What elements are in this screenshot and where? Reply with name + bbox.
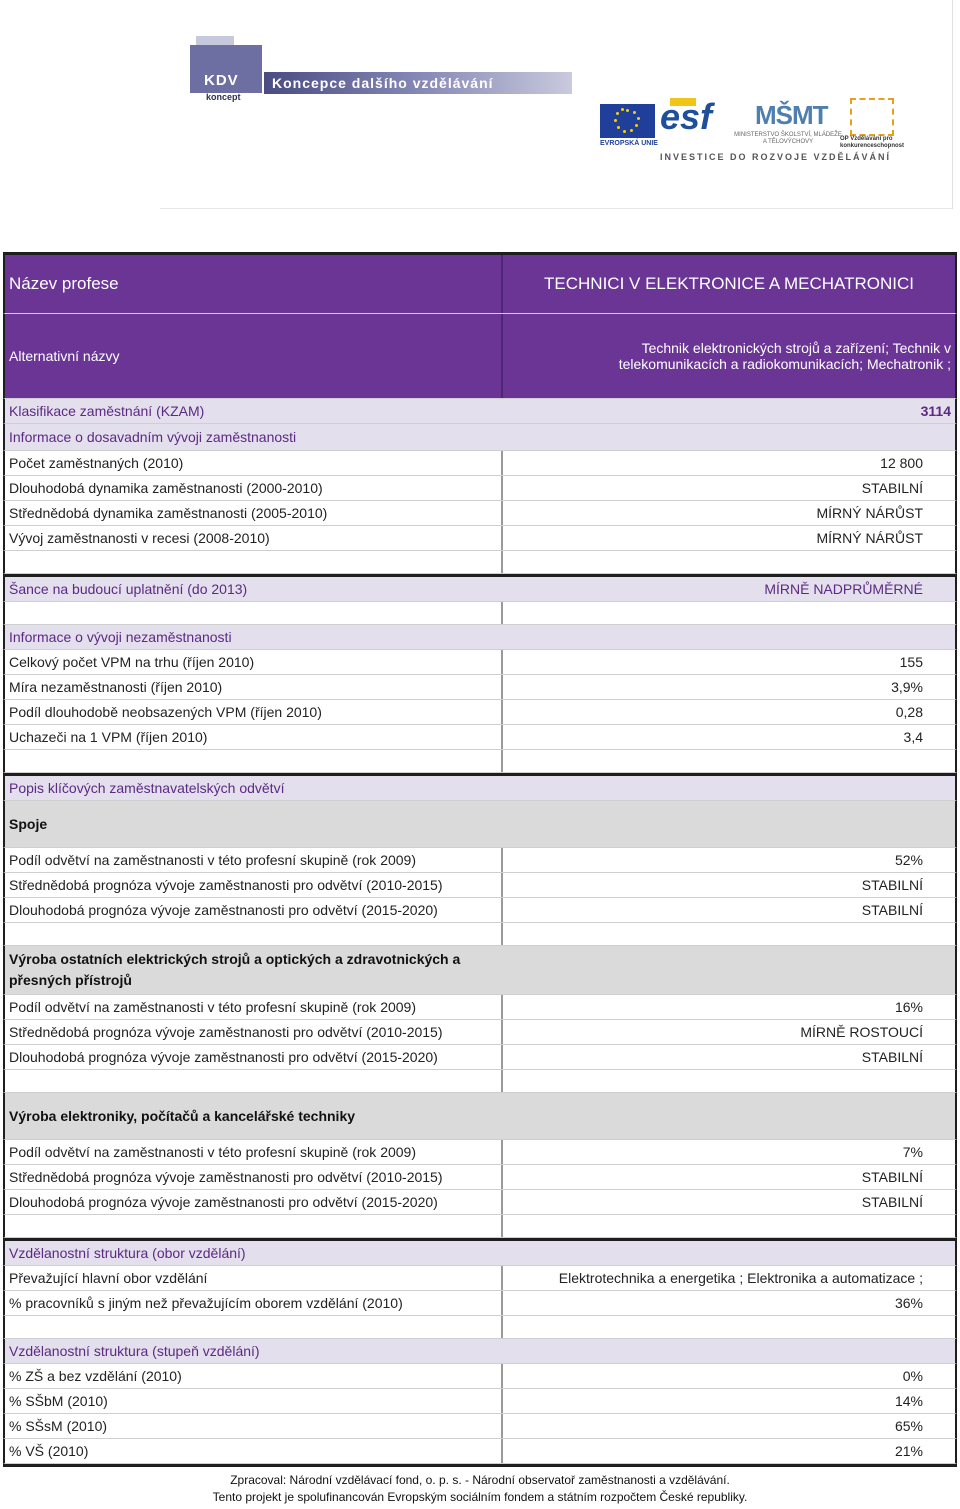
sectors-heading: Popis klíčových zaměstnavatelských odvětví (9, 780, 285, 796)
row-value: 36% (894, 1295, 923, 1311)
kzam-row (3, 399, 957, 424)
spacer-row (3, 1316, 957, 1339)
data-row (3, 1364, 957, 1389)
kdv-tagline: Koncepce dalšího vzdělávání (264, 72, 572, 94)
row-label: Dlouhodobá prognóza vývoje zaměstnanosti pro odvětví (2015-2020) (5, 1190, 503, 1214)
row-label: Podíl odvětví na zaměstnanosti v této profesní skupině (rok 2009) (5, 848, 503, 872)
data-row (3, 1190, 957, 1215)
kdv-logo-subtext: koncept (206, 92, 241, 102)
alternative-names-label: Alternativní názvy (5, 314, 503, 398)
row-label: Podíl odvětví na zaměstnanosti v této profesní skupině (rok 2009) (5, 1140, 503, 1164)
education-field-heading-row (3, 1238, 957, 1266)
chance-value: MÍRNĚ NADPRŮMĚRNÉ (764, 581, 923, 597)
row-value: 155 (899, 654, 923, 670)
data-row (3, 995, 957, 1020)
msmt-logo: MŠMT (755, 100, 828, 130)
data-row (3, 700, 957, 725)
alternative-names-value: Technik elektronických strojů a zařízení; Technik v telekomunikacích a radiokomunikacích; Mechatronik ; (618, 340, 951, 372)
data-row (3, 873, 957, 898)
row-label: Dlouhodobá dynamika zaměstnanosti (2000-2010) (5, 476, 503, 500)
row-label: Střednědobá prognóza vývoje zaměstnanosti pro odvětví (2010-2015) (5, 1165, 503, 1189)
row-label: Převažující hlavní obor vzdělání (5, 1266, 503, 1290)
profession-title-row (3, 252, 957, 314)
data-row (3, 1020, 957, 1045)
row-label: Dlouhodobá prognóza vývoje zaměstnanosti pro odvětví (2015-2020) (5, 1045, 503, 1069)
row-value: MÍRNÝ NÁRŮST (816, 530, 923, 546)
education-level-rows (3, 1364, 957, 1464)
footer-line-2: Tento projekt je spolufinancován Evropským sociálním fondem a státním rozpočtem České republiky. (212, 1490, 748, 1504)
kzam-label: Klasifikace zaměstnání (KZAM) (9, 403, 205, 419)
sector-name: Spoje (9, 815, 48, 832)
sector-heading-row (3, 1093, 957, 1140)
row-value: 0% (902, 1368, 923, 1384)
sector-name: Výroba elektroniky, počítačů a kancelářské techniky (9, 1107, 356, 1124)
spacer-row (3, 602, 957, 625)
row-value: 21% (894, 1443, 923, 1459)
sectors-rows (3, 801, 957, 1238)
education-level-heading: Vzdělanostní struktura (stupeň vzdělání) (9, 1343, 260, 1359)
employment-rows (3, 451, 957, 551)
data-row (3, 476, 957, 501)
data-row (3, 526, 957, 551)
row-value: STABILNÍ (861, 902, 923, 918)
row-label: Celkový počet VPM na trhu (říjen 2010) (5, 650, 503, 674)
profession-sheet (3, 252, 957, 1467)
row-value: 14% (894, 1393, 923, 1409)
footer-line-1: Zpracoval: Národní vzdělávací fond, o. p. s. - Národní observatoř zaměstnanosti a vzdělávání. (230, 1473, 730, 1487)
unemployment-rows (3, 650, 957, 750)
row-value: 16% (894, 999, 923, 1015)
row-label: Střednědobá prognóza vývoje zaměstnanosti pro odvětví (2010-2015) (5, 873, 503, 897)
kzam-value: 3114 (920, 403, 951, 419)
spacer-row (3, 551, 957, 574)
eu-flag-icon (600, 104, 655, 138)
logo-banner (160, 0, 953, 209)
row-value: MÍRNÝ NÁRŮST (816, 505, 923, 521)
row-value: 3,4 (903, 729, 923, 745)
row-value: STABILNÍ (861, 877, 923, 893)
row-label: % pracovníků s jiným než převažujícím oborem vzdělání (2010) (5, 1291, 503, 1315)
education-field-heading: Vzdělanostní struktura (obor vzdělání) (9, 1245, 246, 1261)
profession-title-label: Název profese (5, 255, 503, 313)
data-row (3, 1045, 957, 1070)
row-value: 7% (902, 1144, 923, 1160)
sheet-bottom-border (3, 1464, 957, 1467)
sector-heading-row (3, 801, 957, 848)
employment-heading: Informace o dosavadním vývoji zaměstnanosti (9, 429, 297, 445)
data-row (3, 848, 957, 873)
data-row (3, 898, 957, 923)
esf-logo: esf (660, 96, 713, 137)
row-label: Podíl odvětví na zaměstnanosti v této profesní skupině (rok 2009) (5, 995, 503, 1019)
data-row (3, 1389, 957, 1414)
spacer-row (3, 750, 957, 773)
data-row (3, 1165, 957, 1190)
sector-heading-row (3, 946, 957, 995)
op-logo-icon (850, 98, 894, 136)
row-label: Uchazeči na 1 VPM (říjen 2010) (5, 725, 503, 749)
row-label: Podíl dlouhodobě neobsazených VPM (říjen 2010) (5, 700, 503, 724)
data-row (3, 1266, 957, 1291)
row-label: % SŠsM (2010) (5, 1414, 503, 1438)
row-label: Vývoj zaměstnanosti v recesi (2008-2010) (5, 526, 503, 550)
row-value: 0,28 (895, 704, 923, 720)
row-label: % SŠbM (2010) (5, 1389, 503, 1413)
chance-row (3, 574, 957, 602)
data-row (3, 1439, 957, 1464)
row-label: Míra nezaměstnanosti (říjen 2010) (5, 675, 503, 699)
data-row (3, 451, 957, 476)
footer (0, 1472, 960, 1506)
chance-label: Šance na budoucí uplatnění (do 2013) (9, 581, 248, 597)
row-value: STABILNÍ (861, 1049, 923, 1065)
msmt-caption: MINISTERSTVO ŠKOLSTVÍ, MLÁDEŽE A TĚLOVÝCHOVY (734, 132, 842, 145)
row-label: Dlouhodobá prognóza vývoje zaměstnanosti pro odvětví (2015-2020) (5, 898, 503, 922)
row-value: 12 800 (880, 455, 923, 471)
data-row (3, 1414, 957, 1439)
row-value: 65% (894, 1418, 923, 1434)
data-row (3, 1140, 957, 1165)
data-row (3, 725, 957, 750)
data-row (3, 675, 957, 700)
unemployment-heading: Informace o vývoji nezaměstnanosti (9, 629, 232, 645)
row-label: Střednědobá dynamika zaměstnanosti (2005-2010) (5, 501, 503, 525)
sectors-heading-row (3, 773, 957, 801)
op-caption: OP Vzdělávání pro konkurenceschopnost (840, 136, 905, 149)
profession-title: TECHNICI V ELEKTRONICE A MECHATRONICI (544, 274, 914, 293)
row-label: % ZŠ a bez vzdělání (2010) (5, 1364, 503, 1388)
employment-heading-row (3, 424, 957, 451)
data-row (3, 1291, 957, 1316)
invest-slogan: INVESTICE DO ROZVOJE VZDĚLÁVÁNÍ (660, 152, 892, 162)
kdv-logo-text: KDV (204, 72, 239, 89)
row-value: MÍRNĚ ROSTOUCÍ (800, 1024, 923, 1040)
unemployment-heading-row (3, 625, 957, 650)
row-label: Střednědobá prognóza vývoje zaměstnanosti pro odvětví (2010-2015) (5, 1020, 503, 1044)
row-label: Počet zaměstnaných (2010) (5, 451, 503, 475)
alternative-names-row (3, 314, 957, 399)
row-value: Elektrotechnika a energetika ; Elektronika a automatizace ; (558, 1270, 923, 1286)
row-value: 3,9% (891, 679, 923, 695)
eu-caption: EVROPSKÁ UNIE (600, 140, 658, 147)
education-level-heading-row (3, 1339, 957, 1364)
spacer-row (3, 1215, 957, 1238)
education-field-rows (3, 1266, 957, 1316)
sector-name: Výroba ostatních elektrických strojů a optických a zdravotnických a přesných přístrojů (9, 951, 461, 988)
row-label: % VŠ (2010) (5, 1439, 503, 1463)
data-row (3, 650, 957, 675)
row-value: STABILNÍ (861, 480, 923, 496)
row-value: STABILNÍ (861, 1169, 923, 1185)
spacer-row (3, 1070, 957, 1093)
row-value: 52% (894, 852, 923, 868)
row-value: STABILNÍ (861, 1194, 923, 1210)
data-row (3, 501, 957, 526)
spacer-row (3, 923, 957, 946)
